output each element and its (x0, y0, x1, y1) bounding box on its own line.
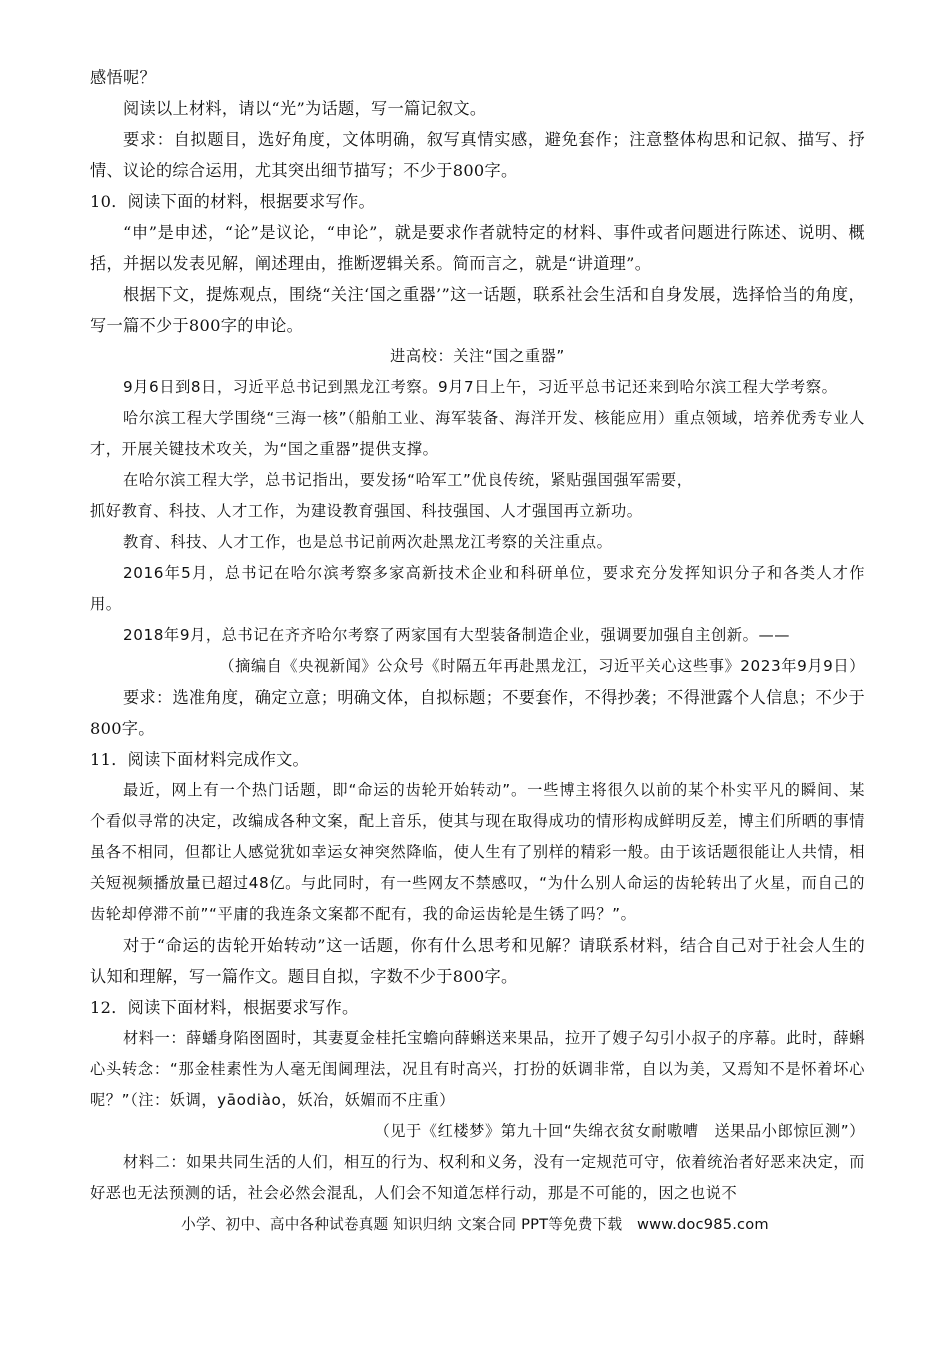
paragraph: 感悟呢？ (90, 68, 156, 87)
article-title: 进高校：关注“国之重器” (390, 347, 565, 365)
paragraph: 2016年5月，总书记在哈尔滨考察多家高新技术企业和科研单位，要求充分发挥知识分子和各类人才作用。 (90, 564, 865, 613)
paragraph: 要求：选准角度，确定立意；明确文体，自拟标题；不要套作，不得抄袭；不得泄露个人信息；不少于800字。 (90, 688, 865, 738)
paragraph: 最近，网上有一个热门话题，即“命运的齿轮开始转动”。一些博主将很久以前的某个朴实平凡的瞬间、某个看似寻常的决定，改编成各种文案，配上音乐，使其与现在取得成功的情形构成鲜明反差，博主们所晒的事情虽各不相同，但都让人感觉犹如幸运女神突然降临，使人生有了别样的精彩一般。由于该话题很能让人共情，相关短视频播放量已超过48亿。与此同时，有一些网友不禁感叹，“为什么别人命运的齿轮转出了火星，而自己的齿轮却停滞不前”“平庸的我连条文案都不配有，我的命运齿轮是生锈了吗？”。 (90, 781, 865, 923)
paragraph: 教育、科技、人才工作，也是总书记前两次赴黑龙江考察的关注重点。 (123, 533, 613, 551)
paragraph: 根据下文，提炼观点，围绕“关注‘国之重器’”这一话题，联系社会生活和自身发展，选择恰当的角度，写一篇不少于800字的申论。 (90, 285, 865, 335)
paragraph: “申”是申述，“论”是议论，“申论”，就是要求作者就特定的材料、事件或者问题进行陈述、说明、概括，并据以发表见解，阐述理由，推断逻辑关系。简而言之，就是“讲道理”。 (90, 223, 865, 273)
question-heading: 12．阅读下面材料，根据要求写作。 (90, 998, 359, 1017)
paragraph: 在哈尔滨工程大学，总书记指出，要发扬“哈军工”优良传统，紧贴强国强军需要， (123, 471, 693, 489)
paragraph: 9月6日到8日，习近平总书记到黑龙江考察。9月7日上午，习近平总书记还来到哈尔滨工程大学考察。 (123, 378, 838, 396)
page-footer: 小学、初中、高中各种试卷真题 知识归纳 文案合同 PPT等免费下载 www.doc985.com (181, 1216, 769, 1233)
paragraph: 抓好教育、科技、人才工作，为建设教育强国、科技强国、人才强国再立新功。 (90, 502, 643, 520)
question-heading: 10．阅读下面的材料，根据要求写作。 (90, 192, 375, 211)
source-citation: （摘编自《央视新闻》公众号《时隔五年再赴黑龙江，习近平关心这些事》2023年9月9日） (219, 657, 865, 675)
source-citation: （见于《红楼梦》第九十回“失绵衣贫女耐嗷嘈 送果品小郎惊叵测”） (374, 1122, 865, 1140)
paragraph: 材料一：薛蟠身陷囹圄时，其妻夏金桂托宝蟾向薛蝌送来果品，拉开了嫂子勾引小叔子的序幕。此时，薛蝌心头转念：“那金桂素性为人毫无闺阃理法，况且有时高兴，打扮的妖调非常，自以为美，又焉知不是怀着坏心呢？”（注：妖调，yāodiào，妖冶，妖媚而不庄重） (90, 1029, 866, 1109)
paragraph: 材料二：如果共同生活的人们，相互的行为、权利和义务，没有一定规范可守，依着统治者好恶来决定，而好恶也无法预测的话，社会必然会混乱，人们会不知道怎样行动，那是不可能的，因之也说不 (90, 1153, 866, 1202)
paragraph: 要求：自拟题目，选好角度，文体明确，叙写真情实感，避免套作；注意整体构思和记叙、描写、抒情、议论的综合运用，尤其突出细节描写；不少于800字。 (90, 130, 865, 180)
paragraph: 2018年9月，总书记在齐齐哈尔考察了两家国有大型装备制造企业，强调要加强自主创新。—— (123, 626, 791, 644)
document-body (90, 62, 865, 1209)
paragraph: 对于“命运的齿轮开始转动”这一话题，你有什么思考和见解？请联系材料，结合自己对于社会人生的认知和理解，写一篇作文。题目自拟，字数不少于800字。 (90, 936, 865, 986)
question-heading: 11．阅读下面材料完成作文。 (90, 750, 310, 769)
paragraph: 哈尔滨工程大学围绕“三海一核”（船舶工业、海军装备、海洋开发、核能应用）重点领域，培养优秀专业人才，开展关键技术攻关，为“国之重器”提供支撑。 (90, 409, 865, 458)
paragraph: 阅读以上材料，请以“光”为话题，写一篇记叙文。 (123, 99, 487, 118)
